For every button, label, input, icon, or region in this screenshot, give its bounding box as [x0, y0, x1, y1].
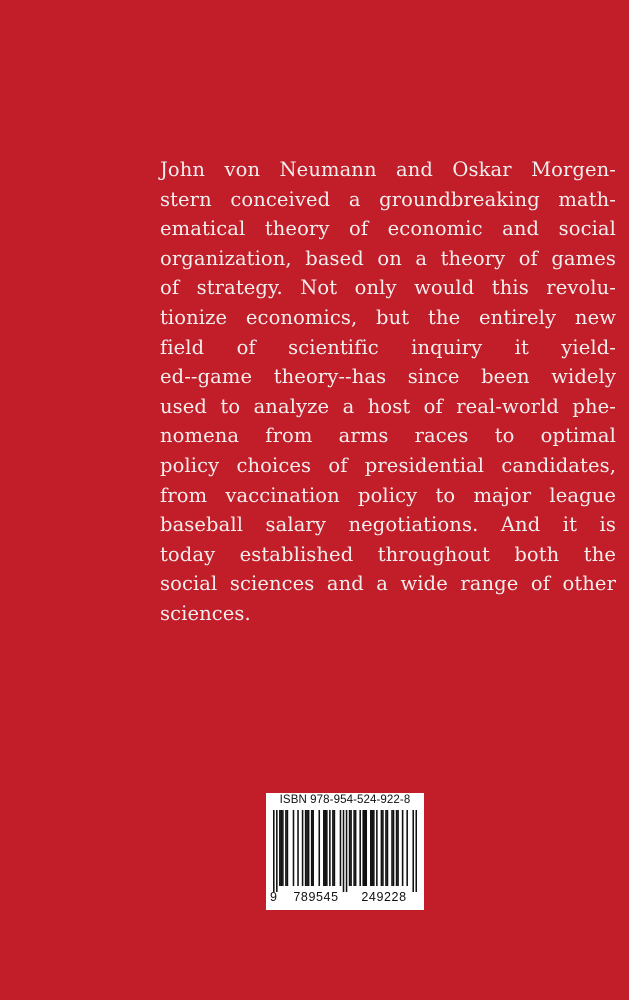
barcode-bar — [349, 810, 351, 886]
blurb-line: tionize economics, but the entirely new — [160, 305, 616, 329]
barcode-bar — [381, 810, 383, 886]
barcode-bar — [281, 810, 283, 886]
barcode-bar — [325, 810, 327, 886]
blurb-line: today established throughout both the — [160, 542, 616, 566]
blurb-line: baseball salary negotiations. And it is — [160, 513, 616, 537]
barcode-bar — [311, 810, 313, 886]
barcode-bar — [370, 810, 372, 886]
barcode-bar — [364, 810, 366, 886]
barcode-bar — [332, 810, 334, 886]
blurb-line: from vaccination policy to major league — [160, 483, 616, 507]
barcode-bar — [355, 810, 357, 886]
barcode-bar — [393, 810, 395, 886]
blurb-line: policy choices of presidential candidates, — [160, 453, 616, 477]
barcode-bar — [285, 810, 287, 886]
blurb-line: ed--game theory--has since been widely — [160, 365, 616, 389]
isbn-label: ISBN 978-954-524-922-8 — [279, 794, 411, 806]
barcode-bar — [397, 810, 399, 886]
barcode-bar — [273, 810, 275, 892]
barcode-bar — [326, 810, 328, 886]
blurb-line: field of scientific inquiry it yield- — [160, 335, 616, 359]
barcode-bar — [279, 810, 281, 886]
barcode-bar — [305, 810, 307, 886]
blurb-line: organization, based on a theory of games — [160, 246, 616, 270]
barcode-bar — [346, 810, 348, 892]
barcode-bar — [372, 810, 374, 886]
barcode-bar — [308, 810, 310, 886]
barcode-bar — [353, 810, 355, 886]
blurb-line: John von Neumann and Oskar Morgen- — [160, 158, 616, 181]
barcode-bar — [373, 810, 375, 886]
barcode-bar — [323, 810, 325, 886]
barcode-bar — [365, 810, 367, 886]
barcode-bar — [387, 810, 389, 886]
barcode-bar — [406, 810, 408, 886]
blurb-line: sciences. — [160, 601, 251, 625]
barcode-bar — [340, 810, 342, 886]
barcode-bar — [382, 810, 384, 886]
barcode-bar — [343, 810, 345, 892]
barcode-bar — [306, 810, 308, 886]
barcode-bar — [391, 810, 393, 886]
barcode-bar — [297, 810, 299, 886]
barcode-digits-right: 249228 — [361, 890, 407, 904]
barcode-bar — [276, 810, 278, 892]
barcode-bar — [282, 810, 284, 886]
barcode-bar — [287, 810, 289, 886]
barcode-bar — [412, 810, 414, 892]
barcode-bar — [402, 810, 404, 886]
barcode-bar — [385, 810, 387, 886]
barcode-bar — [359, 810, 361, 886]
barcode-bar — [312, 810, 314, 886]
barcode-bar — [415, 810, 417, 892]
blurb-line: used to analyze a host of real-world phe- — [160, 394, 616, 418]
blurb-line: of strategy. Not only would this revolu- — [160, 276, 616, 300]
barcode-icon — [273, 810, 417, 892]
blurb-text — [160, 155, 616, 629]
barcode-digits-left: 789545 — [293, 890, 339, 904]
barcode-bar — [396, 810, 398, 886]
barcode-bar — [329, 810, 331, 886]
barcode-digits — [270, 890, 420, 904]
barcode-bar — [350, 810, 352, 886]
blurb-line: ematical theory of economic and social — [160, 217, 616, 241]
barcode-bar — [376, 810, 378, 886]
blurb-line: nomena from arms races to optimal — [160, 424, 616, 448]
barcode-bar — [362, 810, 364, 886]
barcode-bar — [293, 810, 295, 886]
barcode-digit-first: 9 — [270, 890, 277, 904]
barcode-box — [266, 793, 424, 910]
barcode-bar — [334, 810, 336, 886]
barcode-bar — [302, 810, 304, 886]
barcode-bar — [318, 810, 320, 886]
blurb-line: stern conceived a groundbreaking math- — [160, 187, 616, 211]
blurb-line: social sciences and a wide range of other — [160, 572, 616, 596]
